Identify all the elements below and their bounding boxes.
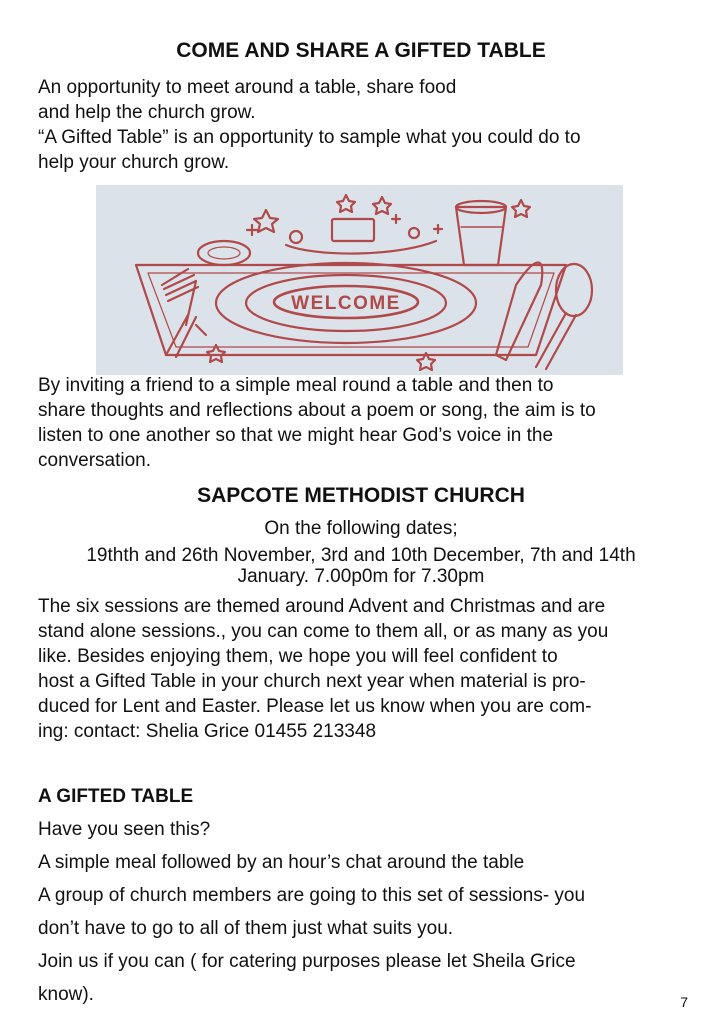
intro-line: help your church grow. bbox=[38, 152, 230, 173]
intro-paragraph bbox=[38, 75, 581, 175]
spoon-handle bbox=[536, 313, 576, 369]
fork-handle bbox=[166, 315, 196, 357]
ornament bbox=[409, 228, 419, 238]
gift-box bbox=[332, 219, 374, 241]
gifted-table-section bbox=[38, 780, 585, 1011]
description-line: share thoughts and reflections about a poem or song, the aim is to bbox=[38, 400, 596, 421]
spoon-bowl bbox=[556, 264, 592, 316]
side-plate-inner bbox=[208, 247, 240, 259]
star-decoration bbox=[254, 210, 278, 232]
description-paragraph bbox=[38, 373, 596, 473]
dates-line: 19thth and 26th November, 3rd and 10th December, 7th and 14th bbox=[86, 545, 636, 566]
section-heading: A GIFTED TABLE bbox=[38, 786, 194, 807]
sessions-line: host a Gifted Table in your church next year when material is pro- bbox=[38, 671, 586, 692]
intro-line: and help the church grow. bbox=[38, 102, 256, 123]
sessions-line: The six sessions are themed around Advent and Christmas and are bbox=[38, 596, 606, 617]
intro-line: “A Gifted Table” is an opportunity to sample what you could do to bbox=[38, 127, 581, 148]
dates-intro: On the following dates; bbox=[264, 518, 458, 539]
garland bbox=[286, 241, 436, 254]
sessions-line: like. Besides enjoying them, we hope you will feel confident to bbox=[38, 646, 558, 667]
page-number: 7 bbox=[680, 994, 688, 1010]
glass bbox=[456, 207, 506, 265]
dates-line: January. 7.00p0m for 7.30pm bbox=[237, 566, 485, 587]
knife bbox=[496, 263, 542, 361]
star-decoration bbox=[373, 197, 391, 214]
star-decoration bbox=[337, 195, 355, 212]
page-title: COME AND SHARE A GIFTED TABLE bbox=[176, 39, 546, 62]
fork bbox=[162, 269, 206, 335]
description-line: By inviting a friend to a simple meal round a table and then to bbox=[38, 375, 554, 396]
intro-line: An opportunity to meet around a table, share food bbox=[38, 77, 457, 98]
section-line: Join us if you can ( for catering purposes please let Sheila Grice bbox=[38, 951, 576, 972]
description-line: conversation. bbox=[38, 450, 152, 471]
sessions-line: stand alone sessions., you can come to them all, or as many as you bbox=[38, 621, 609, 642]
section-line: don’t have to go to all of them just what suits you. bbox=[38, 918, 454, 939]
description-line: listen to one another so that we might hear God’s voice in the bbox=[38, 425, 554, 446]
section-line: A simple meal followed by an hour’s chat around the table bbox=[38, 852, 525, 873]
sessions-paragraph bbox=[38, 594, 608, 744]
church-heading: SAPCOTE METHODIST CHURCH bbox=[197, 484, 525, 507]
plate-welcome-text: WELCOME bbox=[291, 293, 401, 314]
sessions-line: ing: contact: Shelia Grice 01455 213348 bbox=[38, 721, 377, 742]
section-line: know). bbox=[38, 984, 94, 1005]
section-line: A group of church members are going to this set of sessions- you bbox=[38, 885, 586, 906]
side-plate bbox=[198, 241, 250, 265]
ornament bbox=[290, 231, 302, 243]
table-setting-illustration bbox=[96, 185, 623, 375]
section-line: Have you seen this? bbox=[38, 819, 211, 840]
star-decoration bbox=[512, 200, 530, 217]
sessions-line: duced for Lent and Easter. Please let us know when you are com- bbox=[38, 696, 592, 717]
